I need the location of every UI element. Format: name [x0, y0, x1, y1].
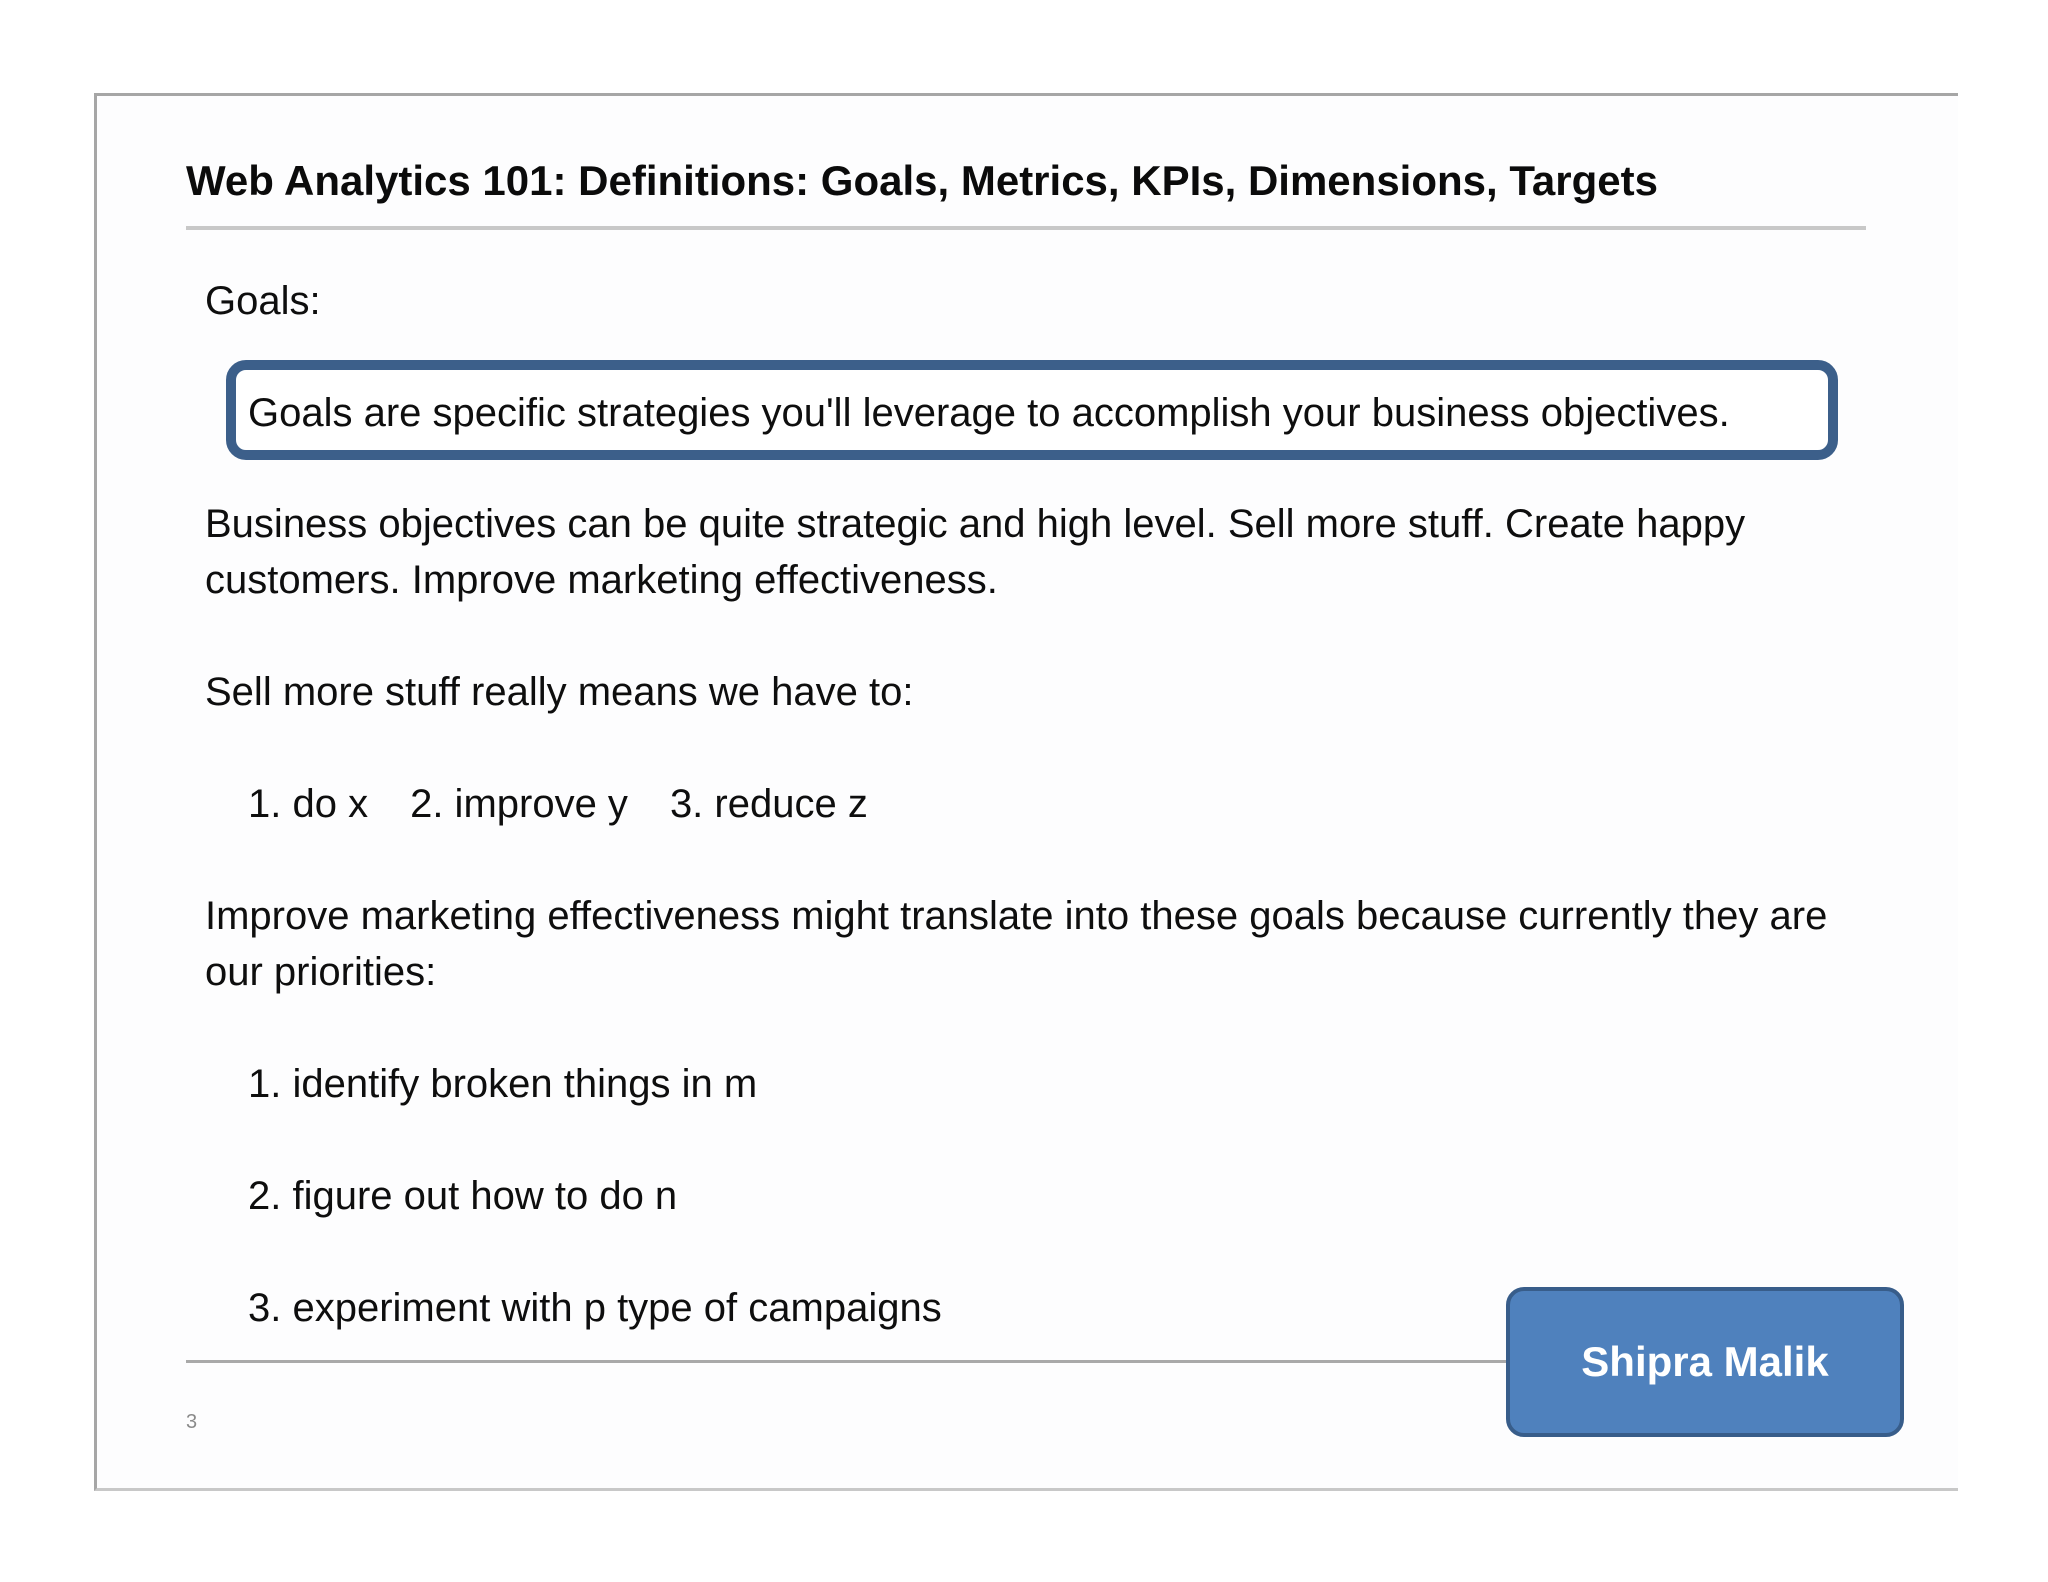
- author-name: Shipra Malik: [1581, 1338, 1829, 1385]
- business-objectives-line-1: Business objectives can be quite strategic and high level. Sell more stuff. Create happy: [205, 502, 1746, 546]
- marketing-intro-line-2: our priorities:: [205, 950, 437, 994]
- sell-more-intro: Sell more stuff really means we have to:: [205, 670, 914, 714]
- marketing-intro-line-1: Improve marketing effectiveness might translate into these goals because currently they are: [205, 894, 1828, 938]
- sell-more-item: 1. do x: [248, 782, 369, 826]
- title-divider: [186, 226, 1866, 230]
- sell-more-list: [248, 776, 868, 832]
- sell-more-item: 2. improve y: [410, 782, 628, 826]
- marketing-goal-item: 2. figure out how to do n: [248, 1174, 678, 1218]
- page-number: 3: [186, 1411, 198, 1433]
- author-badge: [1506, 1287, 1904, 1437]
- goals-heading: Goals:: [205, 279, 321, 323]
- sell-more-item: 3. reduce z: [669, 782, 868, 826]
- business-objectives-line-2: customers. Improve marketing effectiveness.: [205, 558, 998, 602]
- footer-divider: [186, 1360, 1516, 1363]
- marketing-goal-item: 3. experiment with p type of campaigns: [248, 1286, 942, 1330]
- slide-title: Web Analytics 101: Definitions: Goals, Metrics, KPIs, Dimensions, Targets: [186, 157, 1658, 204]
- goal-definition-text: Goals are specific strategies you'll leverage to accomplish your business objectives.: [248, 391, 1730, 435]
- marketing-goal-item: 1. identify broken things in m: [248, 1062, 758, 1106]
